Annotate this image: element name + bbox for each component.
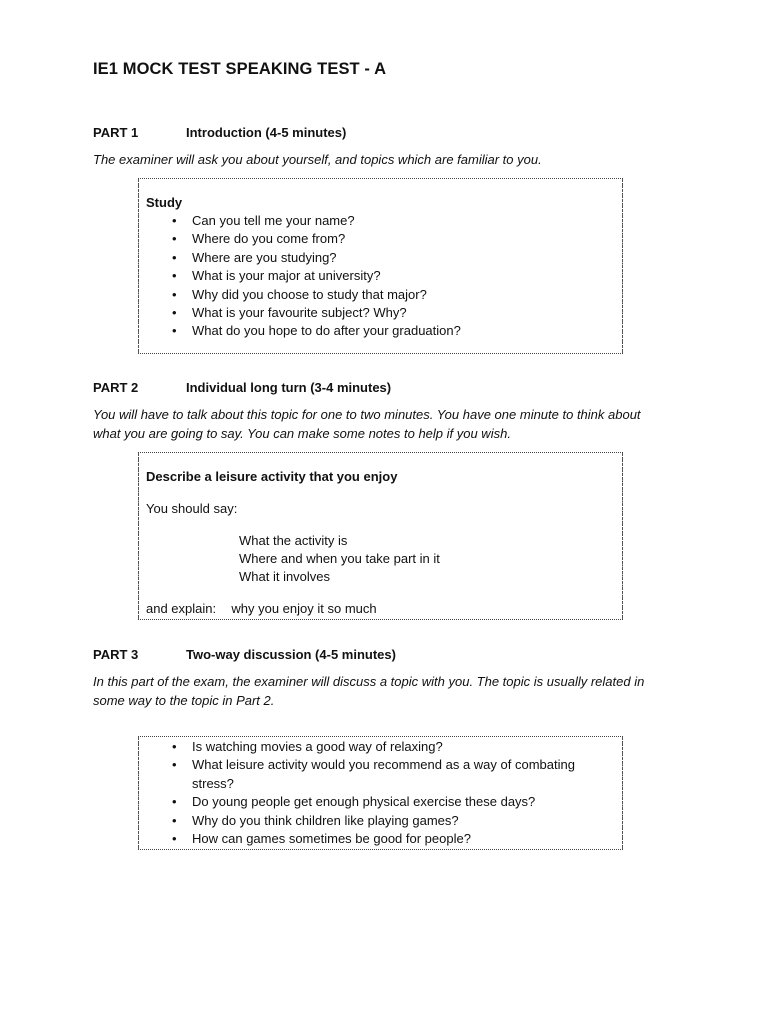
bullet-icon: • xyxy=(172,831,177,847)
list-item: • How can games sometimes be good for people? xyxy=(139,830,612,848)
part1-question-list xyxy=(139,212,612,341)
part3-question-box xyxy=(138,736,623,850)
part2-topic-card xyxy=(138,452,623,620)
part2-point: What the activity is xyxy=(239,533,348,548)
list-item: • What is your favourite subject? Why? xyxy=(139,304,612,322)
part1-heading xyxy=(93,125,346,140)
part3-title: Two-way discussion (4-5 minutes) xyxy=(186,647,396,662)
list-item: • Is watching movies a good way of relaxing? xyxy=(139,738,612,756)
list-item: • Why do you think children like playing games? xyxy=(139,812,612,830)
part2-instructions: You will have to talk about this topic for one to two minutes. You have one minute to think about what you are going to say. You can make some notes to help if you wish. xyxy=(93,407,641,441)
list-item: • Can you tell me your name? xyxy=(139,212,612,230)
bullet-icon: • xyxy=(172,231,177,247)
part1-instructions: The examiner will ask you about yourself, and topics which are familiar to you. xyxy=(93,152,542,167)
part3-question-list xyxy=(139,738,612,848)
list-item: • What is your major at university? xyxy=(139,267,612,285)
part2-explain xyxy=(146,601,377,616)
list-item: • Where do you come from? xyxy=(139,230,612,248)
part1-number: PART 1 xyxy=(93,125,139,140)
bullet-icon: • xyxy=(172,268,177,284)
list-item: • What do you hope to do after your graduation? xyxy=(139,322,612,340)
bullet-icon: • xyxy=(172,286,177,302)
bullet-icon: • xyxy=(172,323,177,339)
part2-heading xyxy=(93,380,391,395)
bullet-icon: • xyxy=(172,757,177,773)
part2-number: PART 2 xyxy=(93,380,139,395)
part3-heading xyxy=(93,647,396,662)
part1-box-label: Study xyxy=(146,195,183,210)
bullet-icon: • xyxy=(172,305,177,321)
part1-title: Introduction (4-5 minutes) xyxy=(186,125,347,140)
part2-point: Where and when you take part in it xyxy=(239,551,440,566)
part2-topic: Describe a leisure activity that you enjoy xyxy=(146,469,398,484)
part2-explain-text: why you enjoy it so much xyxy=(231,601,377,616)
bullet-icon: • xyxy=(172,249,177,265)
list-item: • What leisure activity would you recommend as a way of combating stress? xyxy=(172,757,575,791)
part3-instructions: In this part of the exam, the examiner will discuss a topic with you. The topic is usually related in some way to the topic in Part 2. xyxy=(93,674,645,708)
bullet-icon: • xyxy=(172,812,177,828)
list-item: • Do young people get enough physical exercise these days? xyxy=(139,793,612,811)
part2-should-say: You should say: xyxy=(146,501,238,516)
part2-point: What it involves xyxy=(239,569,331,584)
part3-number: PART 3 xyxy=(93,647,139,662)
part1-question-box xyxy=(138,178,623,354)
list-item: • Where are you studying? xyxy=(139,249,612,267)
bullet-icon: • xyxy=(172,213,177,228)
bullet-icon: • xyxy=(172,739,177,754)
document-title: IE1 MOCK TEST SPEAKING TEST - A xyxy=(93,60,387,78)
part2-explain-prefix: and explain: xyxy=(146,601,217,616)
part2-title: Individual long turn (3-4 minutes) xyxy=(186,380,392,395)
list-item: • Why did you choose to study that major? xyxy=(139,286,612,304)
bullet-icon: • xyxy=(172,794,177,810)
